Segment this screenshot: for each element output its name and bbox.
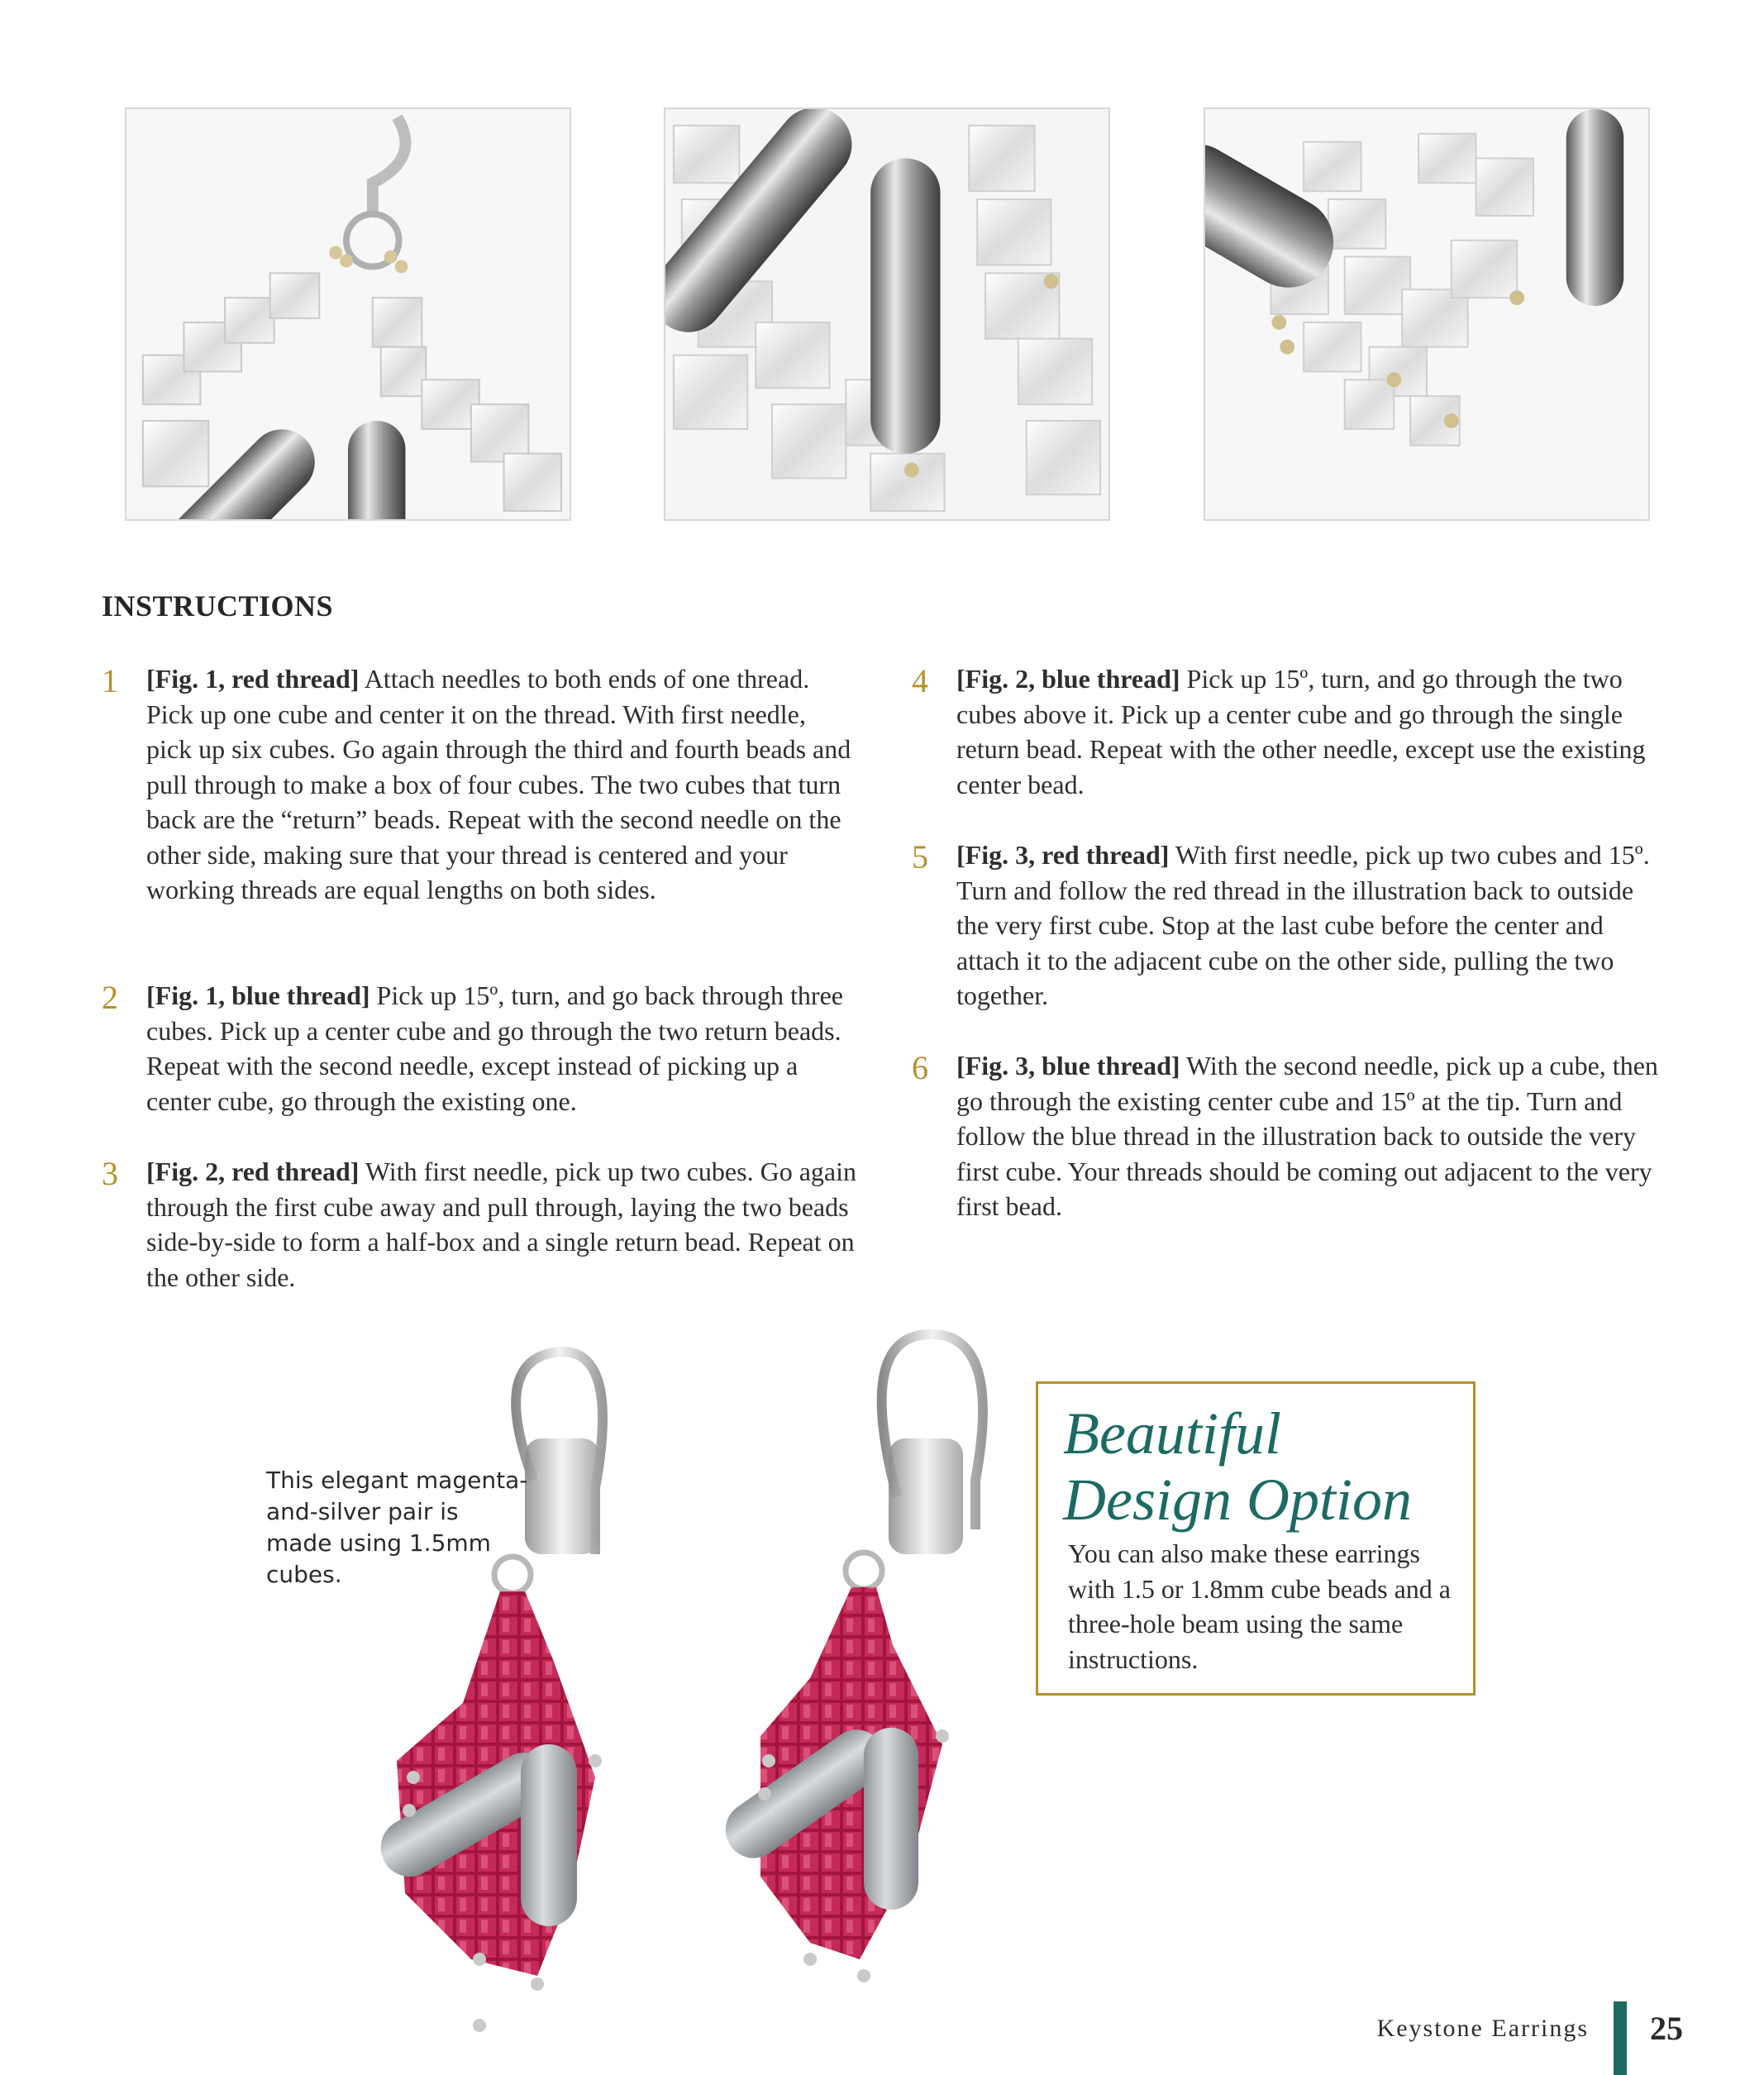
step-text [956,661,1667,802]
step-body: Pick up 15º, turn, and go back through three cubes. Pick up a center cube and go through the two return beads. Repeat with the second needle, except instead of picking up a center cube, go through the existing one. [146,980,843,1116]
step-label: [Fig. 2, red thread] [146,1157,360,1186]
step-number: 4 [912,662,928,699]
step-number: 2 [102,979,118,1016]
step-text [146,1154,857,1295]
callout-title-line-2: Design Option [1063,1467,1412,1533]
step-body: With first needle, pick up two cubes. Go again through the first cube away and pull through, laying the two beads side-by-side to form a half-box and a single return bead. Repeat on the other side. [146,1157,856,1292]
step-label: [Fig. 1, red thread] [146,664,360,694]
step-label: [Fig. 3, blue thread] [956,1051,1180,1080]
step-number: 3 [102,1155,118,1192]
page-number: 25 [1650,2010,1683,2047]
step-body: Pick up 15º, turn, and go through the two cubes above it. Pick up a center cube and go through the single return bead. Repeat with the other needle, except use the existing center bead. [956,664,1646,799]
step-label: [Fig. 1, blue thread] [146,980,370,1010]
instructions-heading: INSTRUCTIONS [102,589,334,622]
step-text [146,978,857,1119]
footer-project-title: Keystone Earrings [1376,2015,1589,2042]
earrings-photo [347,1314,1058,2075]
earrings-caption: This elegant magenta-and-silver pair is made using 1.5mm cubes. [266,1467,528,1588]
callout-title-line-1: Beautiful [1063,1400,1281,1467]
callout-body: You can also make these earrings with 1.5 or 1.8mm cube beads and a three-hole beam using the same instructions. [1068,1538,1451,1674]
callout-title [1063,1400,1476,1533]
footer-accent-bar [1614,2001,1627,2075]
step-body: With first needle, pick up two cubes and 15º. Turn and follow the red thread in the illustration back to outside the very first cube. Stop at the last cube before the center and attach it to the adjacent cube on the other side, pulling the two together. [956,840,1650,1010]
step-number: 6 [912,1049,928,1086]
step-text [956,1048,1667,1224]
step-body: Attach needles to both ends of one thread. Pick up one cube and center it on the thread. With first needle, pick up six cubes. Go again through the third and fourth beads and pull through to make a box of four cubes. The two cubes that turn back are the “return” beads. Repeat with the second needle on the other side, making sure that your thread is centered and your working threads are equal lengths on both sides. [146,664,851,904]
step-label: [Fig. 2, blue thread] [956,664,1180,694]
design-option-callout [1036,1381,1476,1696]
step-text [146,661,857,908]
step-number: 5 [912,838,928,875]
step-text [956,837,1667,1014]
step-photo-3 [1204,107,1650,521]
step-number: 1 [102,662,118,699]
step-body: With the second needle, pick up a cube, then go through the existing center cube and 15º at the tip. Turn and follow the blue thread in the illustration back to outside the very first cube. Your threads should be coming out adjacent to the very first bead. [956,1051,1658,1221]
step-photo-2 [664,107,1110,521]
step-label: [Fig. 3, red thread] [956,840,1170,870]
step-photo-1 [125,107,571,521]
